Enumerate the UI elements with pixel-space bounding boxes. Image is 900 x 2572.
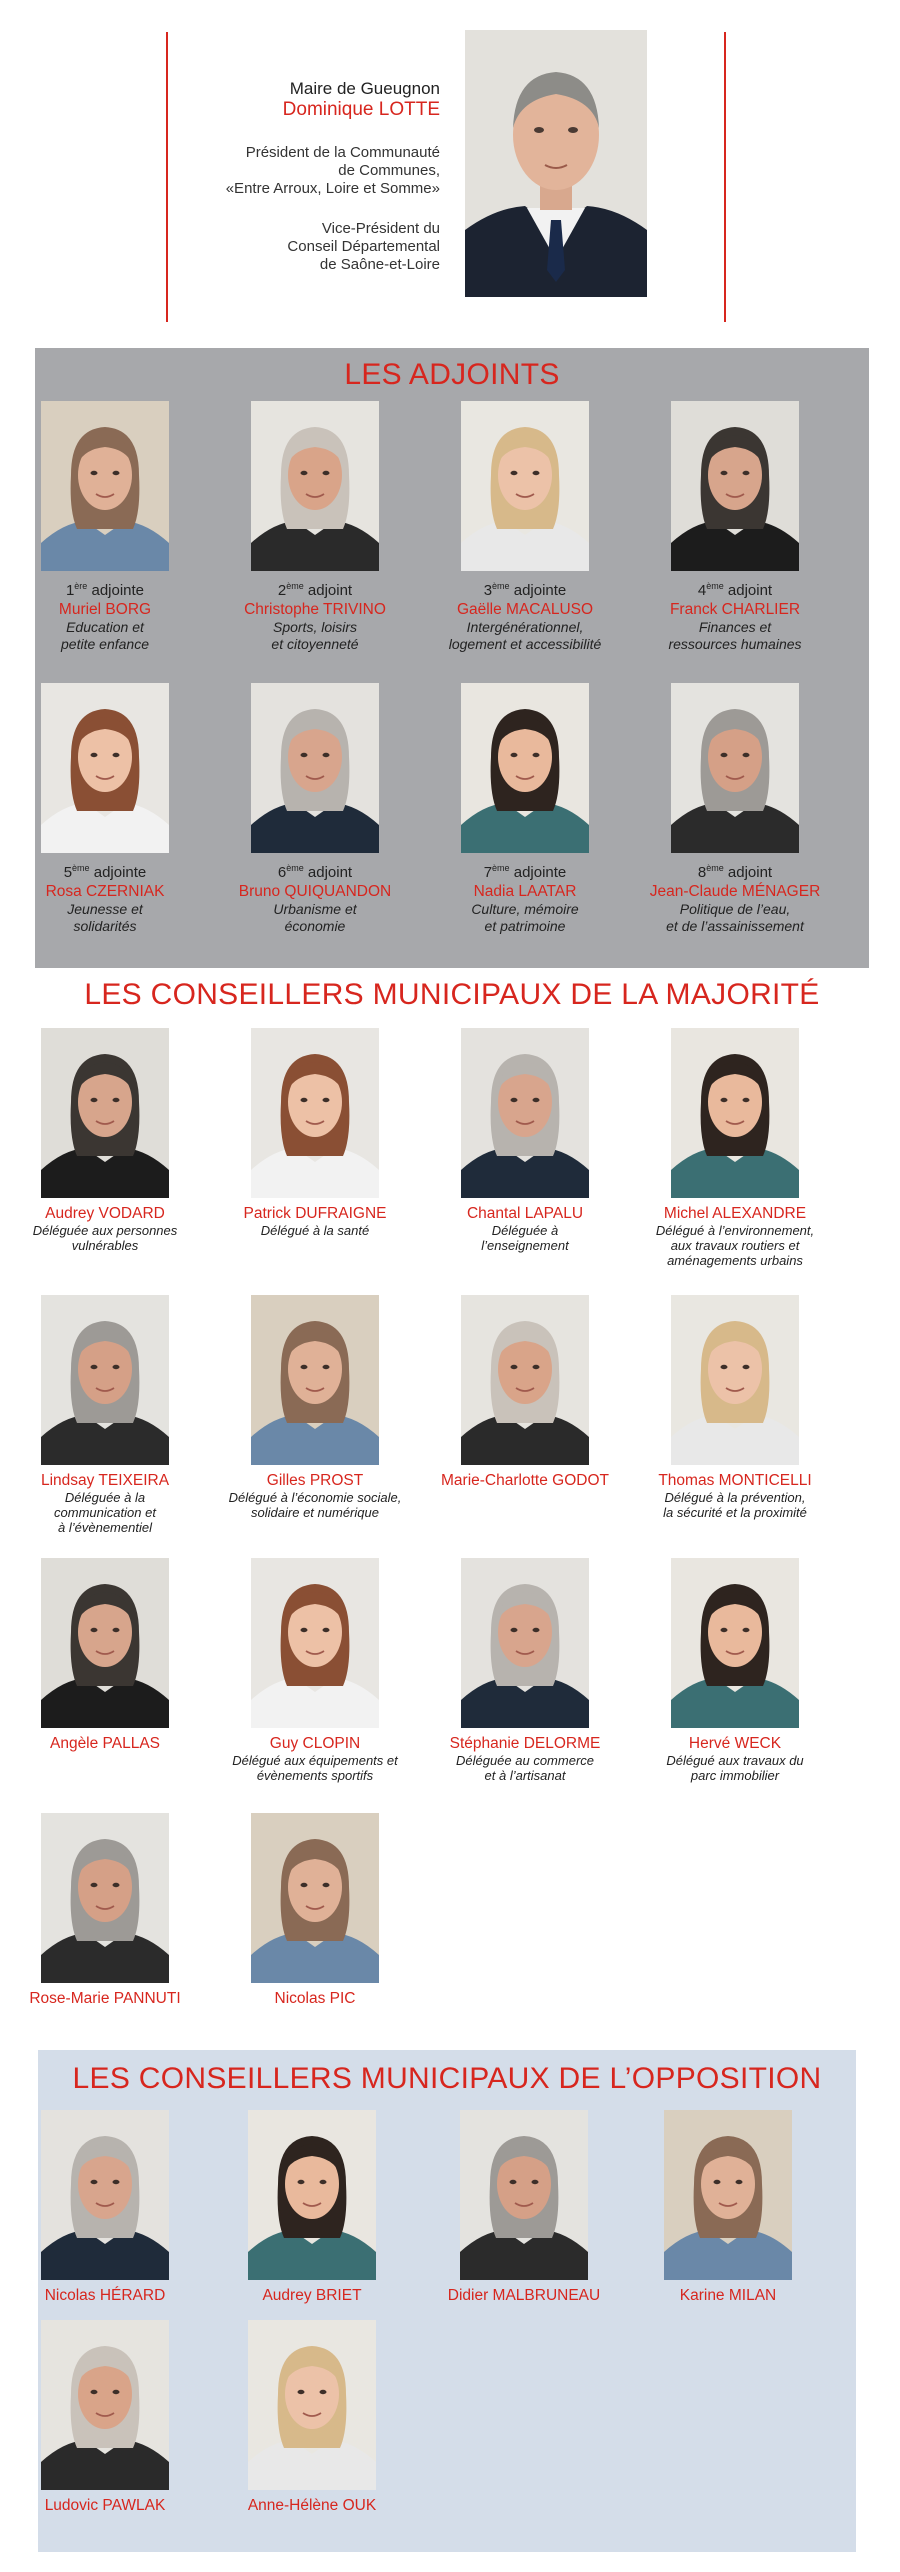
person-name: Marie-Charlotte GODOT xyxy=(441,1472,609,1489)
person-name: Nicolas HÉRARD xyxy=(44,2287,166,2304)
opposition-title: LES CONSEILLERS MUNICIPAUX DE L’OPPOSITION xyxy=(72,2062,822,2095)
majorite-title: LES CONSEILLERS MUNICIPAUX DE LA MAJORITÉ xyxy=(84,978,820,1011)
opposition-card xyxy=(0,2110,210,2305)
councillor-card xyxy=(630,1558,840,1783)
person-name: Thomas MONTICELLI xyxy=(658,1472,812,1489)
mayor-name: Dominique LOTTE xyxy=(282,99,440,120)
person-role: Urbanisme et économie xyxy=(273,901,357,934)
person-role: Déléguée à l’enseignement xyxy=(481,1223,569,1253)
councillor-card xyxy=(420,1558,630,1783)
opposition-card xyxy=(207,2320,417,2515)
portrait-photo xyxy=(461,1558,589,1728)
adjoint-rank xyxy=(420,577,630,600)
adjoint-card xyxy=(0,683,210,935)
portrait-photo xyxy=(248,2110,376,2280)
councillor-card xyxy=(0,1558,210,1753)
person-name: Audrey VODARD xyxy=(45,1205,165,1222)
person-name: Nadia LAATAR xyxy=(473,883,577,900)
person-role: Education et petite enfance xyxy=(61,619,149,652)
mayor-function-2: Vice-Président du Conseil Départemental de Saône-et-Loire xyxy=(287,220,440,273)
person-name: Stéphanie DELORME xyxy=(449,1735,601,1752)
person-name: Franck CHARLIER xyxy=(669,601,801,618)
rank-word: adjoint xyxy=(303,582,353,599)
portrait-photo xyxy=(251,1558,379,1728)
person-name: Guy CLOPIN xyxy=(269,1735,361,1752)
rank-word: adjoint xyxy=(723,582,773,599)
adjoint-rank xyxy=(630,859,840,882)
adjoint-rank xyxy=(0,577,210,600)
adjoint-card xyxy=(630,683,840,935)
councillor-card xyxy=(0,1813,210,2008)
councillor-card xyxy=(630,1295,840,1520)
adjoint-rank xyxy=(0,859,210,882)
portrait-photo xyxy=(251,1028,379,1198)
adjoint-card xyxy=(630,401,840,653)
person-name: Angèle PALLAS xyxy=(49,1735,160,1752)
person-name: Rose-Marie PANNUTI xyxy=(29,1990,181,2007)
rank-number: 6 xyxy=(277,864,287,881)
mayor-function-1: Président de la Communauté de Communes, «Entre Arroux, Loire et Somme» xyxy=(225,144,440,197)
rank-suffix: ème xyxy=(286,863,304,873)
adjoints-title: LES ADJOINTS xyxy=(344,358,560,391)
rank-word: adjoint xyxy=(303,864,353,881)
person-role: Délégué aux équipements et évènements sportifs xyxy=(232,1753,398,1783)
portrait-photo xyxy=(251,683,379,853)
adjoint-rank xyxy=(210,577,420,600)
portrait-photo xyxy=(41,1558,169,1728)
portrait-photo xyxy=(251,401,379,571)
portrait-photo xyxy=(461,1028,589,1198)
councillor-card xyxy=(630,1028,840,1268)
adjoints-section xyxy=(35,348,869,968)
portrait-photo xyxy=(671,1028,799,1198)
person-name: Lindsay TEIXEIRA xyxy=(40,1472,170,1489)
person-name: Audrey BRIET xyxy=(262,2287,362,2304)
person-role: Délégué à la prévention, la sécurité et la proximité xyxy=(663,1490,807,1520)
person-name: Chantal LAPALU xyxy=(466,1205,584,1222)
person-role: Intergénérationnel, logement et accessibilité xyxy=(448,619,602,652)
adjoint-rank xyxy=(420,859,630,882)
adjoint-card xyxy=(0,401,210,653)
adjoint-card xyxy=(420,683,630,935)
rank-number: 3 xyxy=(483,582,493,599)
person-role: Finances et ressources humaines xyxy=(668,619,802,652)
person-role: Politique de l’eau, et de l’assainissement xyxy=(666,901,804,934)
person-name: Gilles PROST xyxy=(266,1472,364,1489)
rank-word: adjoint xyxy=(723,864,773,881)
opposition-section xyxy=(38,2050,856,2552)
portrait-photo xyxy=(248,2320,376,2490)
person-name: Nicolas PIC xyxy=(274,1990,356,2007)
portrait-photo xyxy=(41,1295,169,1465)
rank-suffix: ère xyxy=(74,581,88,591)
portrait-photo xyxy=(664,2110,792,2280)
portrait-photo xyxy=(671,683,799,853)
rank-suffix: ème xyxy=(492,581,510,591)
person-role: Délégué à l’économie sociale, solidaire et numérique xyxy=(228,1490,402,1520)
portrait-photo xyxy=(41,2320,169,2490)
left-divider xyxy=(166,32,168,322)
rank-number: 8 xyxy=(697,864,707,881)
rank-word: adjointe xyxy=(509,864,567,881)
councillor-card xyxy=(420,1295,630,1490)
portrait-photo xyxy=(671,1558,799,1728)
portrait-photo xyxy=(461,1295,589,1465)
person-name: Rosa CZERNIAK xyxy=(45,883,165,900)
person-name: Hervé WECK xyxy=(688,1735,782,1752)
rank-suffix: ème xyxy=(286,581,304,591)
portrait-photo xyxy=(251,1813,379,1983)
portrait-photo xyxy=(671,401,799,571)
rank-word: adjointe xyxy=(87,582,145,599)
person-name: Muriel BORG xyxy=(58,601,152,618)
person-role: Culture, mémoire et patrimoine xyxy=(471,901,579,934)
person-role: Déléguée au commerce et à l’artisanat xyxy=(455,1753,595,1783)
person-name: Karine MILAN xyxy=(679,2287,777,2304)
portrait-photo xyxy=(461,401,589,571)
opposition-card xyxy=(207,2110,417,2305)
mayor-role: Maire de Gueugnon xyxy=(289,79,440,98)
person-name: Patrick DUFRAIGNE xyxy=(243,1205,387,1222)
rank-suffix: ème xyxy=(706,863,724,873)
portrait-photo xyxy=(41,2110,169,2280)
councillor-card xyxy=(210,1558,420,1783)
opposition-card xyxy=(623,2110,833,2305)
person-role: Délégué à la santé xyxy=(260,1223,370,1238)
person-name: Gaëlle MACALUSO xyxy=(456,601,594,618)
person-role: Déléguée aux personnes vulnérables xyxy=(32,1223,178,1253)
councillor-card xyxy=(210,1028,420,1238)
adjoint-card xyxy=(210,401,420,653)
person-name: Christophe TRIVINO xyxy=(244,601,386,618)
portrait-photo xyxy=(41,1028,169,1198)
adjoint-rank xyxy=(210,859,420,882)
rank-suffix: ème xyxy=(706,581,724,591)
councillor-card xyxy=(420,1028,630,1253)
portrait-photo xyxy=(461,683,589,853)
rank-word: adjointe xyxy=(89,864,147,881)
person-name: Jean-Claude MÉNAGER xyxy=(649,883,821,900)
rank-word: adjointe xyxy=(509,582,567,599)
rank-number: 7 xyxy=(483,864,493,881)
portrait-photo xyxy=(41,683,169,853)
rank-suffix: ème xyxy=(492,863,510,873)
person-role: Délégué à l’environnement, aux travaux routiers et aménagements urbains xyxy=(655,1223,815,1268)
person-role: Sports, loisirs et citoyenneté xyxy=(271,619,359,652)
person-name: Didier MALBRUNEAU xyxy=(447,2287,601,2304)
person-name: Bruno QUIQUANDON xyxy=(238,883,392,900)
rank-number: 1 xyxy=(65,582,75,599)
rank-number: 2 xyxy=(277,582,287,599)
rank-number: 5 xyxy=(63,864,73,881)
portrait-photo xyxy=(460,2110,588,2280)
councillor-card xyxy=(210,1813,420,2008)
mayor-portrait xyxy=(465,30,647,297)
rank-number: 4 xyxy=(697,582,707,599)
person-name: Michel ALEXANDRE xyxy=(663,1205,807,1222)
portrait-photo xyxy=(41,401,169,571)
right-divider xyxy=(724,32,726,322)
councillor-card xyxy=(0,1028,210,1253)
adjoint-card xyxy=(210,683,420,935)
rank-suffix: ème xyxy=(72,863,90,873)
person-name: Anne-Hélène OUK xyxy=(247,2497,377,2514)
adjoint-card xyxy=(420,401,630,653)
person-name: Ludovic PAWLAK xyxy=(44,2497,166,2514)
portrait-photo xyxy=(671,1295,799,1465)
majorite-section xyxy=(29,968,869,2043)
person-role: Délégué aux travaux du parc immobilier xyxy=(666,1753,804,1783)
mayor-text-block xyxy=(190,80,440,296)
portrait-photo xyxy=(41,1813,169,1983)
portrait-photo xyxy=(251,1295,379,1465)
councillor-card xyxy=(210,1295,420,1520)
person-role: Déléguée à la communication et à l’évènementiel xyxy=(54,1490,156,1535)
councillor-card xyxy=(0,1295,210,1535)
person-role: Jeunesse et solidarités xyxy=(67,901,143,934)
adjoint-rank xyxy=(630,577,840,600)
opposition-card xyxy=(419,2110,629,2305)
opposition-card xyxy=(0,2320,210,2515)
mayor-header xyxy=(0,0,900,336)
